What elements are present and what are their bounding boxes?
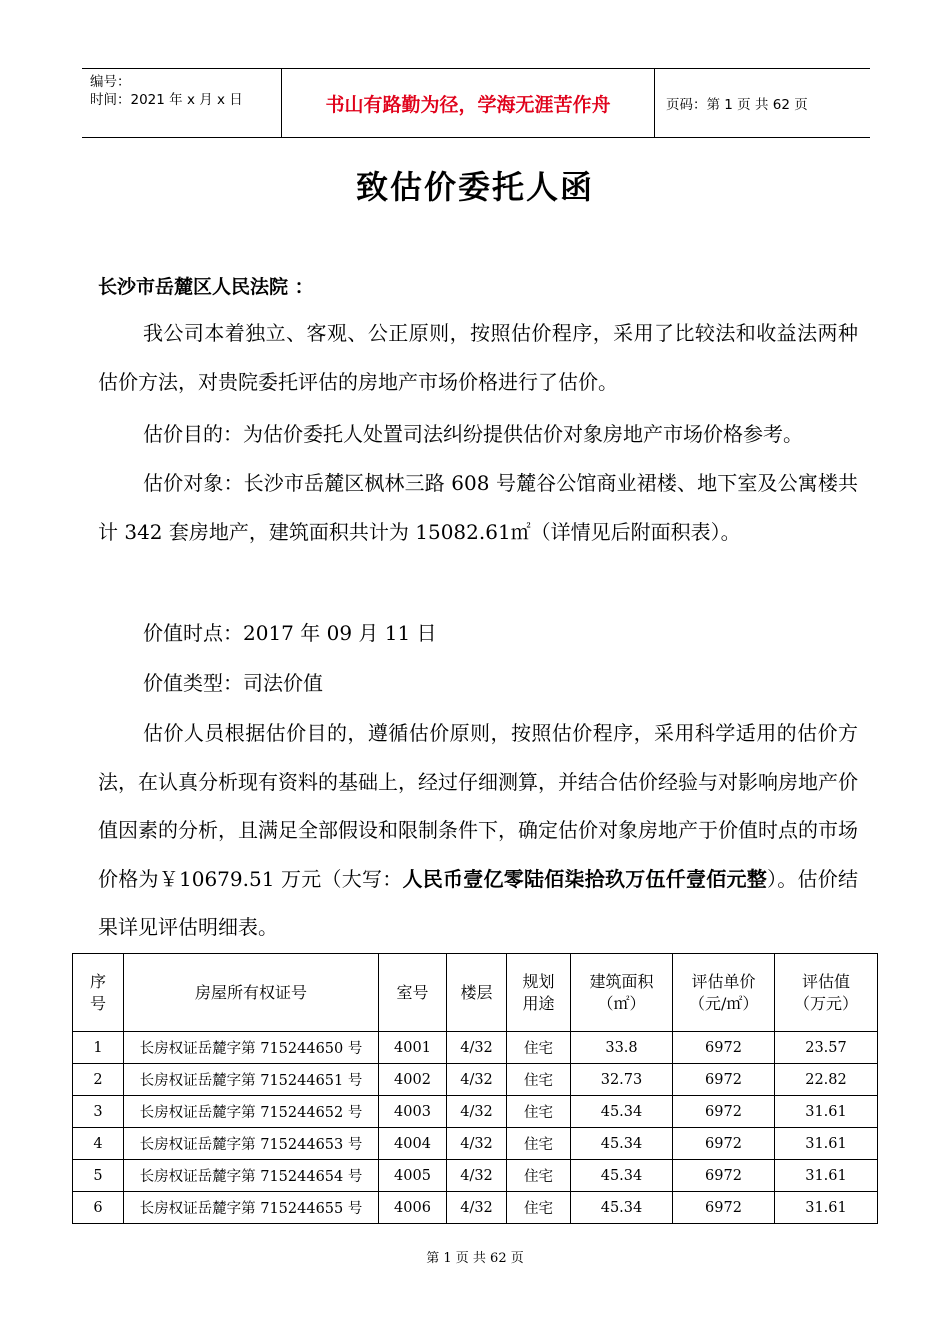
document-title: 致估价委托人函 [355,168,594,206]
conclusion-text-end: ）。估价结果详见评估明细表。 [98,866,859,939]
header-value: 评估值（万元） [775,954,878,1032]
cell-unit-price: 6972 [673,1128,775,1160]
cell-area: 45.34 [571,1128,673,1160]
cell-certificate: 长房权证岳麓字第 715244653 号 [124,1128,379,1160]
header-certificate: 房屋所有权证号 [124,954,379,1032]
header-serial: 序号 [73,954,124,1032]
paragraph-conclusion [98,709,858,952]
cell-serial: 4 [73,1128,124,1160]
cell-area: 33.8 [571,1032,673,1064]
cell-usage: 住宅 [507,1128,571,1160]
cell-serial: 3 [73,1096,124,1128]
document-number-label: 编号： [90,74,131,90]
cell-unit-price: 6972 [673,1064,775,1096]
cell-certificate: 长房权证岳麓字第 715244654 号 [124,1160,379,1192]
cell-area: 32.73 [571,1064,673,1096]
cell-floor: 4/32 [447,1064,507,1096]
cell-value: 23.57 [775,1032,878,1064]
cell-usage: 住宅 [507,1192,571,1224]
cell-floor: 4/32 [447,1032,507,1064]
cell-room: 4001 [379,1032,447,1064]
cell-area: 45.34 [571,1160,673,1192]
table-row [73,1032,878,1064]
cell-value: 31.61 [775,1096,878,1128]
paragraph-object: 估价对象：长沙市岳麓区枫林三路 608 号麓谷公馆商业裙楼、地下室及公寓楼共计 342 套房地产，建筑面积共计为 15082.61㎡（详情见后附面积表）。 [98,471,858,544]
cell-usage: 住宅 [507,1096,571,1128]
cell-room: 4006 [379,1192,447,1224]
cell-area: 45.34 [571,1096,673,1128]
cell-room: 4002 [379,1064,447,1096]
table-row [73,1064,878,1096]
conclusion-amount-words: 人民币壹亿零陆佰柒拾玖万伍仟壹佰元整 [402,866,768,891]
cell-certificate: 长房权证岳麓字第 715244650 号 [124,1032,379,1064]
cell-floor: 4/32 [447,1192,507,1224]
cell-usage: 住宅 [507,1160,571,1192]
cell-value: 22.82 [775,1064,878,1096]
cell-serial: 2 [73,1064,124,1096]
table-header-row [73,954,878,1032]
cell-value: 31.61 [775,1160,878,1192]
cell-area: 45.34 [571,1192,673,1224]
table-row [73,1192,878,1224]
paragraph-value-date: 价值时点：2017 年 09 月 11 日 [143,621,437,645]
paragraph-purpose: 估价目的：为估价委托人处置司法纠纷提供估价对象房地产市场价格参考。 [143,422,803,446]
cell-unit-price: 6972 [673,1192,775,1224]
cell-serial: 6 [73,1192,124,1224]
cell-floor: 4/32 [447,1160,507,1192]
header-unit-price: 评估单价（元/㎡） [673,954,775,1032]
header-page-number: 页码：第 1 页 共 62 页 [666,97,808,113]
cell-value: 31.61 [775,1128,878,1160]
paragraph-method: 我公司本着独立、客观、公正原则，按照估价程序，采用了比较法和收益法两种估价方法，对贵院委托评估的房地产市场价格进行了估价。 [98,321,858,394]
cell-certificate: 长房权证岳麓字第 715244651 号 [124,1064,379,1096]
header-usage: 规划用途 [507,954,571,1032]
cell-certificate: 长房权证岳麓字第 715244652 号 [124,1096,379,1128]
header-room: 室号 [379,954,447,1032]
document-time-label: 时间：2021 年 x 月 x 日 [90,92,243,108]
page-header [82,68,870,138]
table-row [73,1128,878,1160]
table-row [73,1096,878,1128]
cell-unit-price: 6972 [673,1160,775,1192]
cell-usage: 住宅 [507,1032,571,1064]
cell-serial: 1 [73,1032,124,1064]
cell-usage: 住宅 [507,1064,571,1096]
cell-floor: 4/32 [447,1128,507,1160]
cell-value: 31.61 [775,1192,878,1224]
cell-unit-price: 6972 [673,1096,775,1128]
header-motto: 书山有路勤为径，学海无涯苦作舟 [281,69,655,137]
header-area: 建筑面积（㎡） [571,954,673,1032]
header-floor: 楼层 [447,954,507,1032]
cell-room: 4004 [379,1128,447,1160]
cell-room: 4005 [379,1160,447,1192]
paragraph-value-type: 价值类型：司法价值 [143,671,323,695]
addressee: 长沙市岳麓区人民法院 ： [98,276,314,298]
conclusion-text: 估价人员根据估价目的，遵循估价原则，按照估价程序，采用科学适用的估价方法，在认真分析现有资料的基础上，经过仔细测算，并结合估价经验与对影响房地产价值因素的分析，且满足全部假设和限制条件下，确定估价对象房地产于价值时点的市场价格为￥10679.51 万元（大写： [98,721,858,891]
table-row [73,1160,878,1192]
cell-certificate: 长房权证岳麓字第 715244655 号 [124,1192,379,1224]
header-meta [90,73,243,109]
valuation-detail-table [72,953,878,1224]
cell-room: 4003 [379,1096,447,1128]
cell-floor: 4/32 [447,1096,507,1128]
page-footer: 第 1 页 共 62 页 [426,1251,524,1266]
cell-serial: 5 [73,1160,124,1192]
cell-unit-price: 6972 [673,1032,775,1064]
